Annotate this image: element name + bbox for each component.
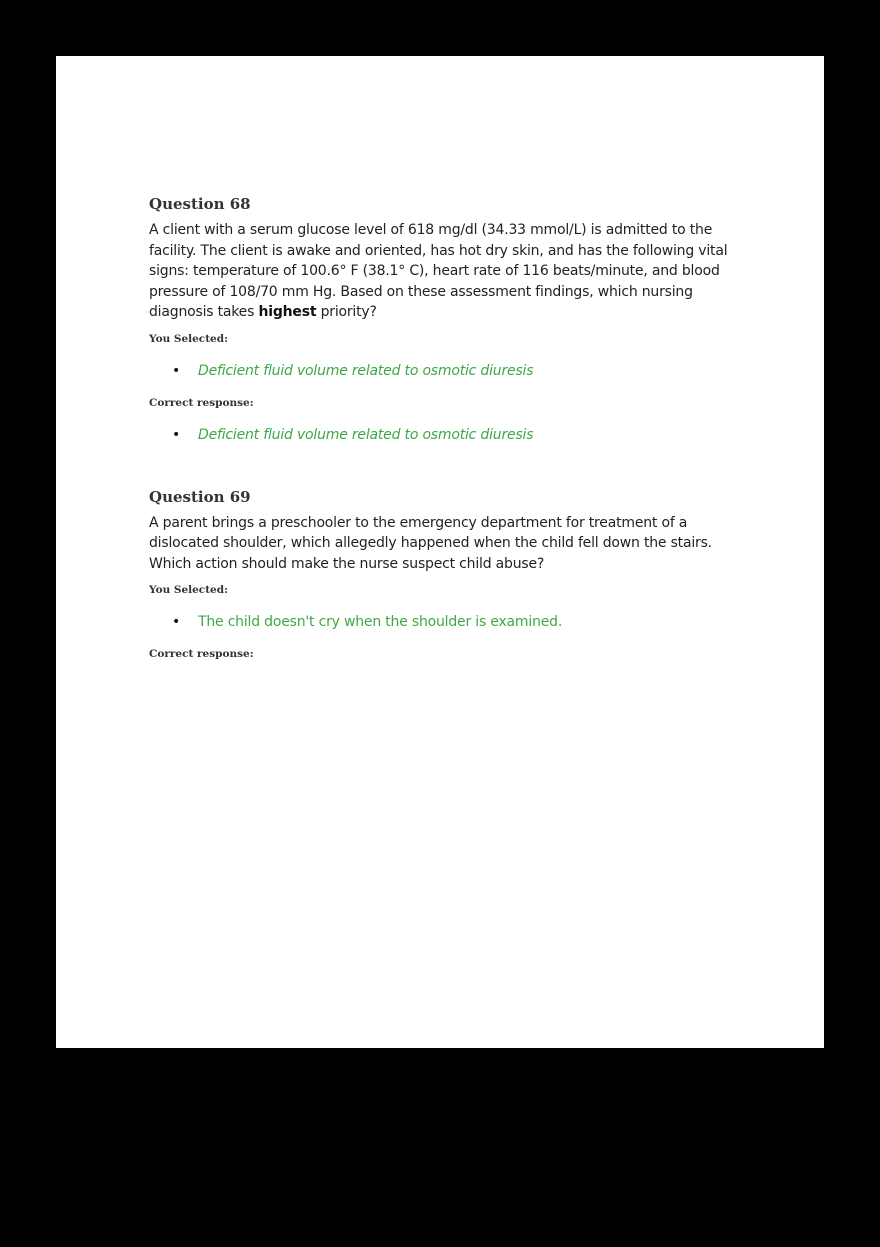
bullet-icon: • xyxy=(172,362,181,379)
bullet-icon: • xyxy=(172,426,181,443)
question-text-emphasis: highest xyxy=(258,304,317,320)
document-page xyxy=(56,56,824,1048)
selected-answer xyxy=(149,361,729,381)
page-content xyxy=(149,194,729,662)
selected-answer-text: The child doesn't cry when the shoulder is examined. xyxy=(198,614,563,630)
bullet-icon: • xyxy=(172,614,181,630)
selected-answer xyxy=(149,612,729,632)
selected-answer-text: Deficient fluid volume related to osmotic diuresis xyxy=(198,362,534,379)
correct-answer xyxy=(149,425,729,445)
correct-response-label: Correct response: xyxy=(149,396,254,409)
question-title: Question 68 xyxy=(149,195,251,213)
question-68 xyxy=(149,194,729,445)
question-text: A parent brings a preschooler to the emergency department for treatment of a dislocated shoulder, which allegedly happened when the child fell down the stairs. Which action should make the nurse suspect child abuse? xyxy=(149,514,712,572)
question-text-part: priority? xyxy=(316,304,377,320)
question-69 xyxy=(149,487,729,663)
question-text xyxy=(149,220,729,323)
correct-answer-text: Deficient fluid volume related to osmotic diuresis xyxy=(198,426,534,443)
question-title: Question 69 xyxy=(149,487,251,506)
you-selected-label: You Selected: xyxy=(149,332,228,345)
you-selected-label: You Selected: xyxy=(149,584,228,596)
question-text-part: A client with a serum glucose level of 618 mg/dl (34.33 mmol/L) is admitted to the facility. The client is awake and oriented, has hot dry skin, and has the following vital signs: temperature of 100.6° F (38.1° C), heart rate of 116 beats/minute, and blood pressure of 108/70 mm Hg. Based on these assessment findings, which nursing diagnosis takes xyxy=(149,222,728,320)
correct-response-label: Correct response: xyxy=(149,648,254,660)
